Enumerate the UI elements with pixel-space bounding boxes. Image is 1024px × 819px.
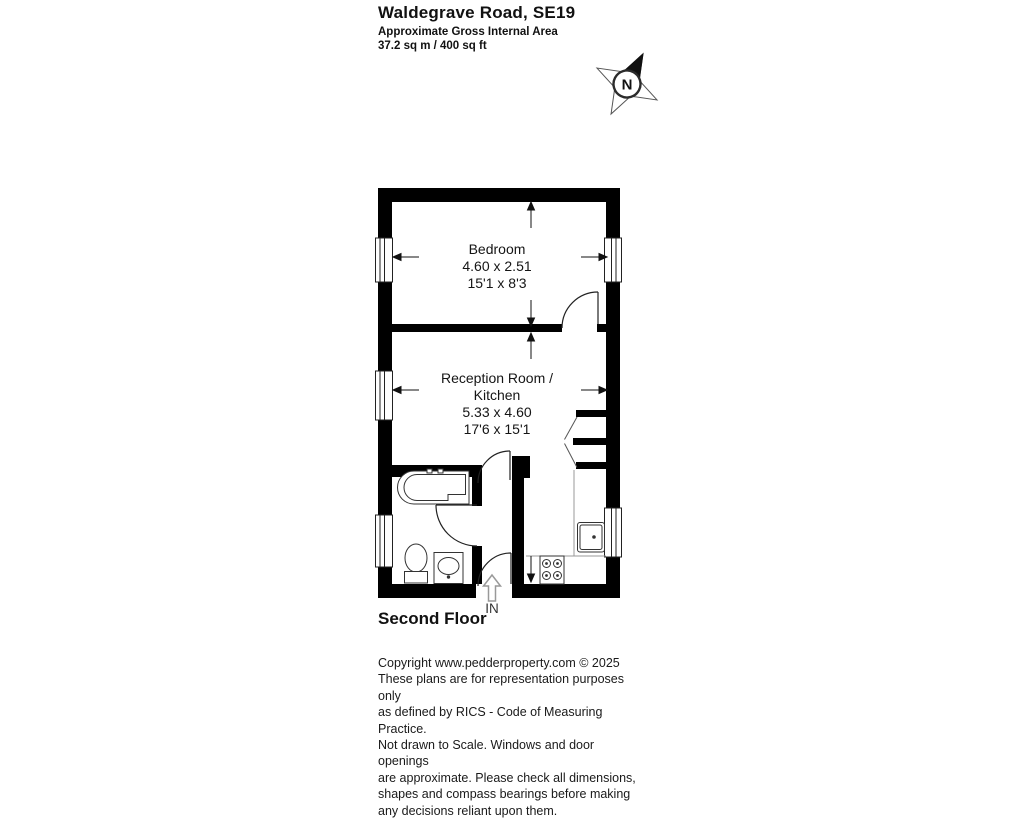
room-label-bedroom <box>397 241 597 292</box>
room-dimensions-imperial: 17'6 x 15'1 <box>463 421 531 437</box>
disclaimer-line: These plans are for representation purposes only <box>378 672 624 703</box>
window-bedroom-right <box>605 238 622 282</box>
room-name: Reception Room / <box>440 370 554 386</box>
compass-north-label: N <box>621 76 633 94</box>
toilet-icon <box>405 544 428 583</box>
window-kitchen-right <box>605 508 622 557</box>
disclaimer-line: any decisions reliant upon them. <box>378 803 558 818</box>
room-dimensions-metric: 4.60 x 2.51 <box>462 258 532 274</box>
door-swing-bathroom <box>436 505 477 546</box>
window-bedroom-left <box>376 238 393 282</box>
door-swing-bedroom <box>562 292 598 328</box>
window-reception-left <box>376 371 393 420</box>
compass-rose-icon <box>581 38 673 130</box>
kitchen-sink-icon <box>578 523 605 553</box>
room-dimensions-metric: 5.33 x 4.60 <box>462 404 532 420</box>
room-dimensions-imperial: 15'1 x 8'3 <box>467 275 527 291</box>
gross-internal-area: 37.2 sq m / 400 sq ft <box>378 40 487 52</box>
bathroom-sink-icon <box>434 553 463 584</box>
floor-name: Second Floor <box>378 609 487 628</box>
window-bathroom-left <box>376 515 393 567</box>
entrance-arrow-icon <box>484 575 501 601</box>
disclaimer-line: shapes and compass bearings before making <box>378 787 631 802</box>
bathtub-icon <box>398 469 470 504</box>
disclaimer-line: are approximate. Please check all dimensions, <box>378 770 636 785</box>
disclaimer-line: Not drawn to Scale. Windows and door openings <box>378 738 595 769</box>
page-title: Waldegrave Road, SE19 <box>378 3 576 22</box>
entrance-label: IN <box>485 601 499 616</box>
room-name-line2: Kitchen <box>473 387 521 403</box>
door-swing-hall-reception <box>478 451 510 483</box>
copyright-disclaimer <box>378 655 648 819</box>
disclaimer-line: as defined by RICS - Code of Measuring Practice. <box>378 705 603 736</box>
room-name: Bedroom <box>468 241 526 257</box>
disclaimer-line: Copyright www.pedderproperty.com © 2025 <box>378 656 620 670</box>
stove-icon <box>540 556 564 584</box>
page-subtitle: Approximate Gross Internal Area <box>378 26 558 38</box>
room-label-reception-kitchen <box>397 370 597 438</box>
